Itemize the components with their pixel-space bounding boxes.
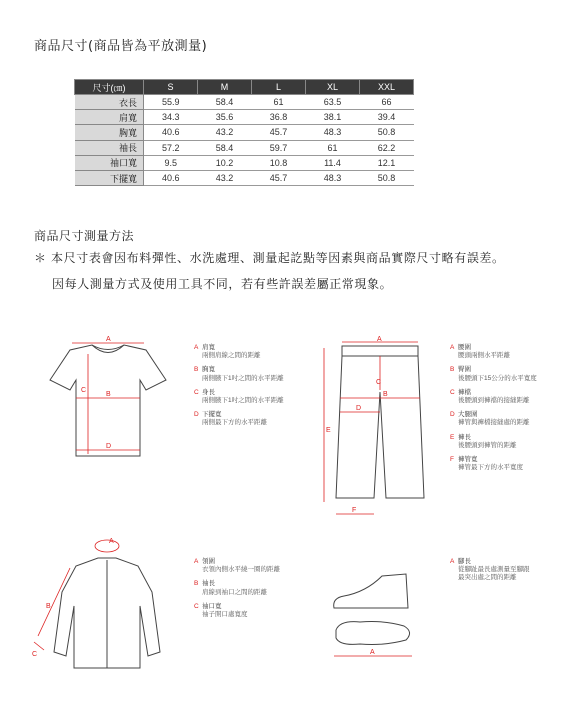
legend-item — [194, 366, 284, 382]
row-label: 肩寬 — [75, 110, 144, 125]
legend-item — [194, 411, 284, 427]
foot-diagram — [330, 570, 440, 665]
legend-key: B — [194, 580, 199, 588]
legend-key: A — [450, 558, 455, 565]
legend-key: E — [450, 433, 455, 441]
table-row — [75, 155, 414, 170]
table-row — [75, 95, 414, 110]
shirt-label-b: B — [46, 603, 51, 610]
table-row — [75, 170, 414, 185]
legend-desc: 兩側最下方的水平距離 — [202, 419, 267, 427]
header-l: L — [252, 80, 306, 95]
legend-item — [194, 558, 280, 574]
legend-desc: 兩側肩線之間的距離 — [202, 352, 261, 360]
legend-item — [450, 366, 537, 382]
legend-desc: 最突出處之間的距離 — [458, 574, 517, 582]
tshirt-diagram — [48, 336, 168, 461]
legend-name: 褲長 — [458, 433, 471, 441]
table-cell: 40.6 — [144, 170, 198, 185]
method-title: 商品尺寸測量方法 — [34, 229, 135, 243]
table-cell: 10.2 — [198, 155, 252, 170]
shirt-label-c: C — [32, 651, 38, 658]
tshirt-legend — [194, 344, 284, 434]
legend-desc: 從腳趾最長處測量至腳跟 — [458, 566, 530, 574]
legend-name: 褲管寬 — [458, 456, 478, 464]
legend-name: 大腿圍 — [458, 411, 478, 419]
legend-name: 領圍 — [202, 558, 215, 565]
table-cell: 63.5 — [306, 95, 360, 110]
legend-item — [450, 389, 537, 405]
label-a: A — [106, 336, 111, 343]
pants-legend — [450, 344, 537, 478]
legend-name: 肩寬 — [202, 344, 215, 351]
table-row — [75, 140, 414, 155]
legend-desc: 衣領內側水平繞一圈的距離 — [202, 566, 280, 574]
table-cell: 39.4 — [360, 110, 414, 125]
table-cell: 35.6 — [198, 110, 252, 125]
note-line-1: ＊ 本尺寸表會因布料彈性、水洗處理、測量起訖點等因素與商品實際尺寸略有誤差。 — [34, 251, 505, 265]
legend-key: D — [194, 411, 199, 419]
shirt-legend — [194, 558, 280, 625]
legend-key: B — [450, 366, 455, 374]
legend-desc: 兩側腋下1吋之間的水平距離 — [202, 374, 284, 382]
pants-diagram — [320, 338, 440, 518]
foot-label-a: A — [370, 649, 375, 656]
legend-item — [450, 434, 537, 450]
note-line-2: 因每人測量方式及使用工具不同，若有些許誤差屬正常現象。 — [52, 277, 393, 291]
table-cell: 38.1 — [306, 110, 360, 125]
legend-desc: 後腰頭下15公分的水平寬度 — [458, 374, 537, 382]
table-cell: 9.5 — [144, 155, 198, 170]
pants-label-f: F — [352, 507, 357, 514]
table-cell: 12.1 — [360, 155, 414, 170]
legend-key: A — [194, 344, 199, 351]
table-cell: 36.8 — [252, 110, 306, 125]
pants-label-b: B — [383, 391, 388, 398]
size-table-header — [75, 80, 414, 95]
table-cell: 45.7 — [252, 170, 306, 185]
row-label: 衣長 — [75, 95, 144, 110]
legend-name: 褲檔 — [458, 388, 471, 396]
header-xl: XL — [306, 80, 360, 95]
legend-desc: 肩線到袖口之間的距離 — [202, 588, 267, 596]
pants-label-c: C — [376, 379, 382, 386]
table-cell: 43.2 — [198, 170, 252, 185]
legend-key: B — [194, 366, 199, 374]
legend-desc: 腰頭兩側水平距離 — [458, 352, 510, 360]
foot-legend — [450, 558, 530, 589]
table-cell: 48.3 — [306, 125, 360, 140]
legend-name: 腰圍 — [458, 344, 471, 351]
size-table — [74, 79, 414, 186]
pants-label-e: E — [326, 427, 331, 434]
legend-item — [194, 580, 280, 596]
page-title: 商品尺寸(商品皆為平放測量) — [34, 39, 208, 54]
pants-label-a: A — [377, 336, 382, 343]
table-cell: 66 — [360, 95, 414, 110]
legend-key: C — [194, 388, 199, 396]
label-d: D — [106, 443, 112, 450]
table-cell: 45.7 — [252, 125, 306, 140]
header-unit: 尺寸(㎝) — [75, 80, 144, 95]
legend-name: 下擺寬 — [202, 411, 222, 419]
table-cell: 10.8 — [252, 155, 306, 170]
legend-key: A — [194, 558, 199, 565]
table-cell: 62.2 — [360, 140, 414, 155]
legend-item — [194, 389, 284, 405]
legend-name: 袖長 — [202, 580, 215, 588]
table-cell: 61 — [252, 95, 306, 110]
legend-name: 袖口寬 — [202, 602, 222, 610]
table-cell: 58.4 — [198, 140, 252, 155]
table-cell: 50.8 — [360, 170, 414, 185]
legend-key: C — [194, 602, 199, 610]
label-c: C — [81, 387, 87, 394]
legend-item — [450, 411, 537, 427]
row-label: 下擺寬 — [75, 170, 144, 185]
pants-label-d: D — [356, 405, 362, 412]
legend-name: 身長 — [202, 388, 215, 396]
legend-item — [450, 558, 530, 583]
header-xxl: XXL — [360, 80, 414, 95]
table-cell: 34.3 — [144, 110, 198, 125]
table-cell: 50.8 — [360, 125, 414, 140]
row-label: 胸寬 — [75, 125, 144, 140]
table-row — [75, 110, 414, 125]
legend-item — [194, 344, 284, 360]
legend-item — [450, 456, 537, 472]
legend-desc: 兩側腋下1吋之間的水平距離 — [202, 397, 284, 405]
legend-desc: 褲管最下方的水平寬度 — [458, 464, 523, 472]
legend-key: A — [450, 344, 455, 351]
legend-desc: 後腰頭到褲襠的接縫距離 — [458, 397, 530, 405]
legend-key: D — [450, 411, 455, 419]
legend-item — [194, 603, 280, 619]
header-s: S — [144, 80, 198, 95]
table-cell: 40.6 — [144, 125, 198, 140]
table-cell: 61 — [306, 140, 360, 155]
shirt-label-a: A — [109, 538, 114, 545]
label-b: B — [106, 391, 111, 398]
legend-name: 胸寬 — [202, 366, 215, 374]
legend-key: C — [450, 388, 455, 396]
legend-item — [450, 344, 537, 360]
row-label: 袖口寬 — [75, 155, 144, 170]
table-cell: 57.2 — [144, 140, 198, 155]
table-cell: 43.2 — [198, 125, 252, 140]
legend-name: 臀圍 — [458, 366, 471, 374]
legend-desc: 袖子開口處寬度 — [202, 611, 248, 619]
table-cell: 48.3 — [306, 170, 360, 185]
header-m: M — [198, 80, 252, 95]
row-label: 袖長 — [75, 140, 144, 155]
table-cell: 58.4 — [198, 95, 252, 110]
table-cell: 59.7 — [252, 140, 306, 155]
shirt-diagram — [30, 532, 170, 672]
legend-name: 腳長 — [458, 558, 471, 565]
legend-desc: 褲管與褲檔接縫處的距離 — [458, 419, 530, 427]
table-row — [75, 125, 414, 140]
legend-desc: 後腰頭到褲管的距離 — [458, 441, 517, 449]
table-cell: 11.4 — [306, 155, 360, 170]
table-cell: 55.9 — [144, 95, 198, 110]
legend-key: F — [450, 456, 454, 464]
